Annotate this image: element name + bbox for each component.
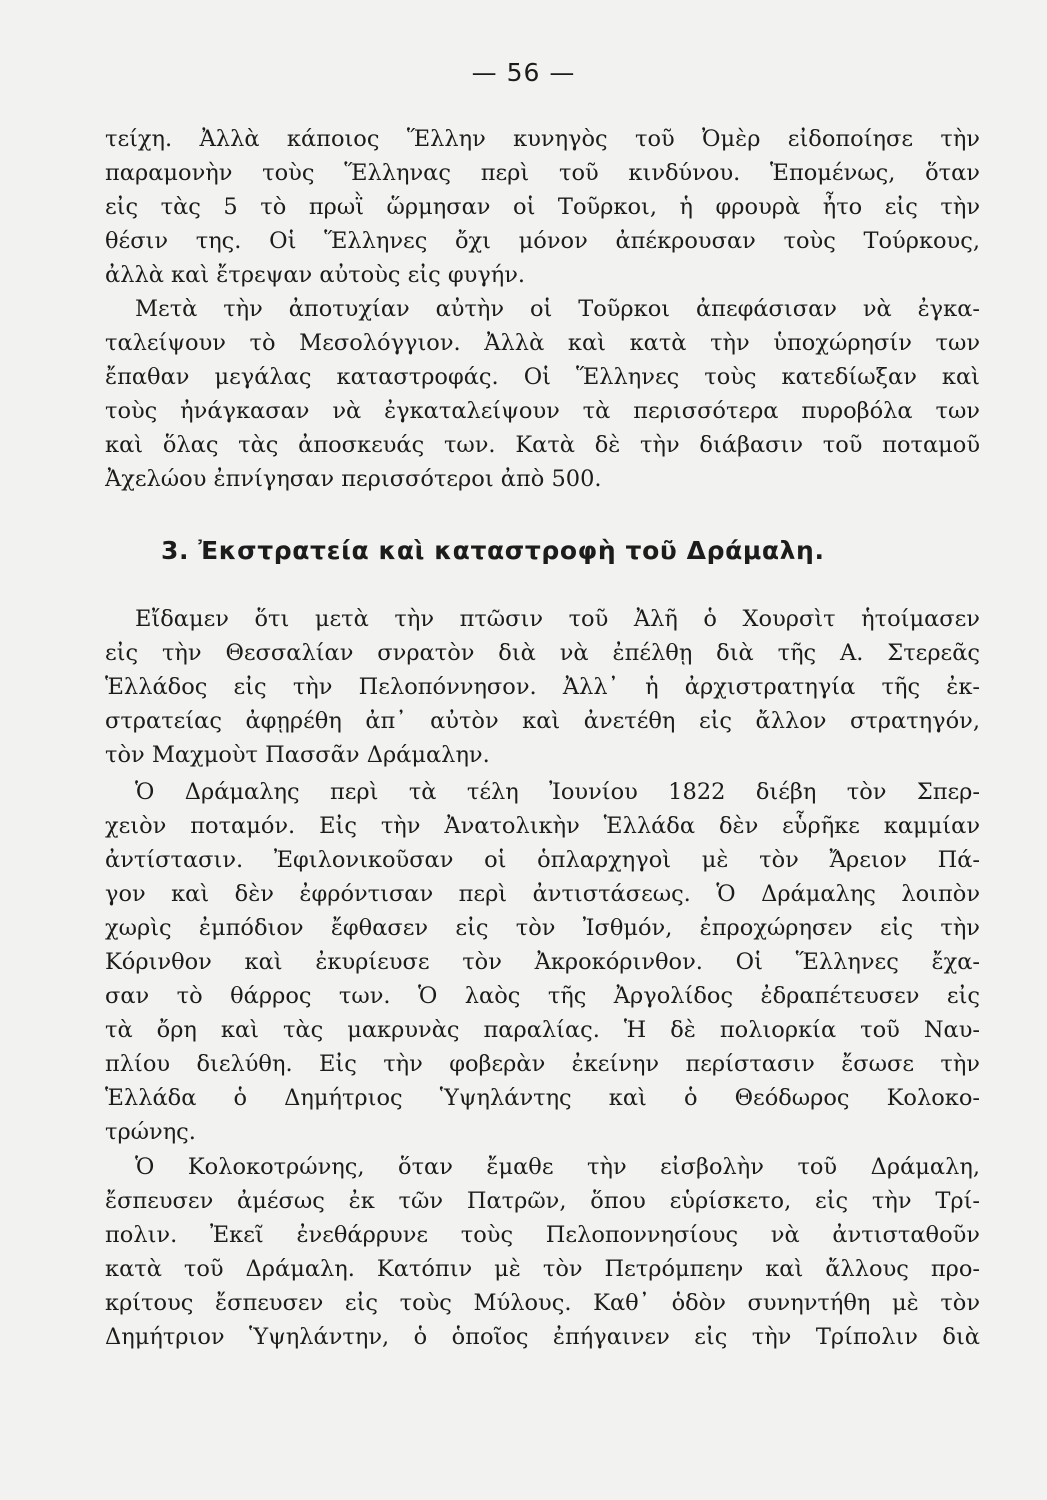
- paragraph-4: [105, 775, 980, 1149]
- text-line: Κόρινθον καὶ ἐκυρίευσε τὸν Ἀκροκόρινθον. Οἱ Ἕλληνες ἔχα-: [105, 949, 980, 975]
- text-line: τοὺς ἠνάγκασαν νὰ ἐγκαταλείψουν τὰ περισσότερα πυροβόλα των: [105, 398, 980, 424]
- text-line: Ἑλλάδος εἰς τὴν Πελοπόννησον. Ἀλλ᾿ ἡ ἀρχιστρατηγία τῆς ἐκ-: [105, 674, 980, 700]
- paragraph-3: [105, 602, 980, 772]
- text-line: σαν τὸ θάρρος των. Ὁ λαὸς τῆς Ἀργολίδος ἐδραπέτευσεν εἰς: [105, 983, 980, 1009]
- text-line: Εἴδαμεν ὅτι μετὰ τὴν πτῶσιν τοῦ Ἀλῆ ὁ Χουρσὶτ ἡτοίμασεν: [135, 606, 980, 632]
- text-line: ἀντίστασιν. Ἐφιλονικοῦσαν οἱ ὁπλαρχηγοὶ μὲ τὸν Ἄρειον Πά-: [105, 847, 980, 873]
- text-line: ἀλλὰ καὶ ἔτρεψαν αὐτοὺς εἰς φυγήν.: [105, 262, 526, 288]
- paragraph-1: [105, 122, 980, 292]
- text-line: Δημήτριον Ὑψηλάντην, ὁ ὁποῖος ἐπήγαινεν εἰς τὴν Τρίπολιν διὰ: [105, 1324, 980, 1350]
- text-line: χειὸν ποταμόν. Εἰς τὴν Ἀνατολικὴν Ἑλλάδα δὲν εὗρῆκε καμμίαν: [105, 813, 980, 839]
- text-line: Ἑλλάδα ὁ Δημήτριος Ὑψηλάντης καὶ ὁ Θεόδωρος Κολοκο-: [105, 1085, 980, 1111]
- text-line: ταλείψουν τὸ Μεσολόγγιον. Ἀλλὰ καὶ κατὰ τὴν ὑποχώρησίν των: [105, 330, 980, 356]
- text-line: τὸν Μαχμοὺτ Πασσᾶν Δράμαλην.: [105, 742, 490, 768]
- text-line: Μετὰ τὴν ἀποτυχίαν αὐτὴν οἱ Τοῦρκοι ἀπεφάσισαν νὰ ἐγκα-: [135, 296, 980, 322]
- text-line: ἔσπευσεν ἀμέσως ἐκ τῶν Πατρῶν, ὅπου εὑρίσκετο, εἰς τὴν Τρί-: [105, 1188, 980, 1214]
- text-line: Ὁ Δράμαλης περὶ τὰ τέλη Ἰουνίου 1822 διέβη τὸν Σπερ-: [135, 779, 980, 805]
- text-line: κρίτους ἔσπευσεν εἰς τοὺς Μύλους. Καθ᾿ ὁδὸν συνηντήθη μὲ τὸν: [105, 1290, 980, 1316]
- text-line: ἔπαθαν μεγάλας καταστροφάς. Οἱ Ἕλληνες τοὺς κατεδίωξαν καὶ: [105, 364, 980, 390]
- text-line: τὰ ὄρη καὶ τὰς μακρυνὰς παραλίας. Ἡ δὲ πολιορκία τοῦ Ναυ-: [105, 1017, 980, 1043]
- text-line: Ἀχελώου ἐπνίγησαν περισσότεροι ἀπὸ 500.: [105, 466, 602, 492]
- text-line: θέσιν της. Οἱ Ἕλληνες ὄχι μόνον ἀπέκρουσαν τοὺς Τούρκους,: [105, 228, 980, 254]
- paragraph-2: [105, 292, 980, 496]
- text-line: εἰς τὰς 5 τὸ πρωῒ ὥρμησαν οἱ Τοῦρκοι, ἡ φρουρὰ ἦτο εἰς τὴν: [105, 194, 980, 220]
- page-number: — 56 —: [471, 58, 576, 87]
- text-line: στρατείας ἀφῃρέθη ἀπ᾿ αὐτὸν καὶ ἀνετέθη εἰς ἄλλον στρατηγόν,: [105, 708, 980, 734]
- text-line: πολιν. Ἐκεῖ ἐνεθάρρυνε τοὺς Πελοποννησίους νὰ ἀντισταθοῦν: [105, 1222, 980, 1248]
- text-line: πλίου διελύθη. Εἰς τὴν φοβερὰν ἐκείνην περίστασιν ἔσωσε τὴν: [105, 1051, 980, 1077]
- text-line: χωρὶς ἐμπόδιον ἔφθασεν εἰς τὸν Ἰσθμόν, ἐπροχώρησεν εἰς τὴν: [105, 915, 980, 941]
- text-line: τρώνης.: [105, 1119, 196, 1145]
- text-line: καὶ ὅλας τὰς ἀποσκευάς των. Κατὰ δὲ τὴν διάβασιν τοῦ ποταμοῦ: [105, 432, 980, 458]
- text-line: κατὰ τοῦ Δράμαλη. Κατόπιν μὲ τὸν Πετρόμπεην καὶ ἄλλους προ-: [105, 1256, 980, 1282]
- text-line: τείχη. Ἀλλὰ κάποιος Ἕλλην κυνηγὸς τοῦ Ὀμὲρ εἰδοποίησε τὴν: [105, 126, 980, 152]
- paragraph-5: [105, 1150, 980, 1354]
- text-line: Ὁ Κολοκοτρώνης, ὅταν ἔμαθε τὴν εἰσβολὴν τοῦ Δράμαλη,: [135, 1154, 980, 1180]
- text-line: παραμονὴν τοὺς Ἕλληνας περὶ τοῦ κινδύνου. Ἑπομένως, ὅταν: [105, 160, 980, 186]
- text-line: εἰς τὴν Θεσσαλίαν σνρατὸν διὰ νὰ ἐπέλθῃ διὰ τῆς Α. Στερεᾶς: [105, 640, 980, 666]
- section-heading: 3. Ἐκστρατεία καὶ καταστροφὴ τοῦ Δράμαλη.: [161, 536, 825, 565]
- text-line: γον καὶ δὲν ἐφρόντισαν περὶ ἀντιστάσεως. Ὁ Δράμαλης λοιπὸν: [105, 881, 980, 907]
